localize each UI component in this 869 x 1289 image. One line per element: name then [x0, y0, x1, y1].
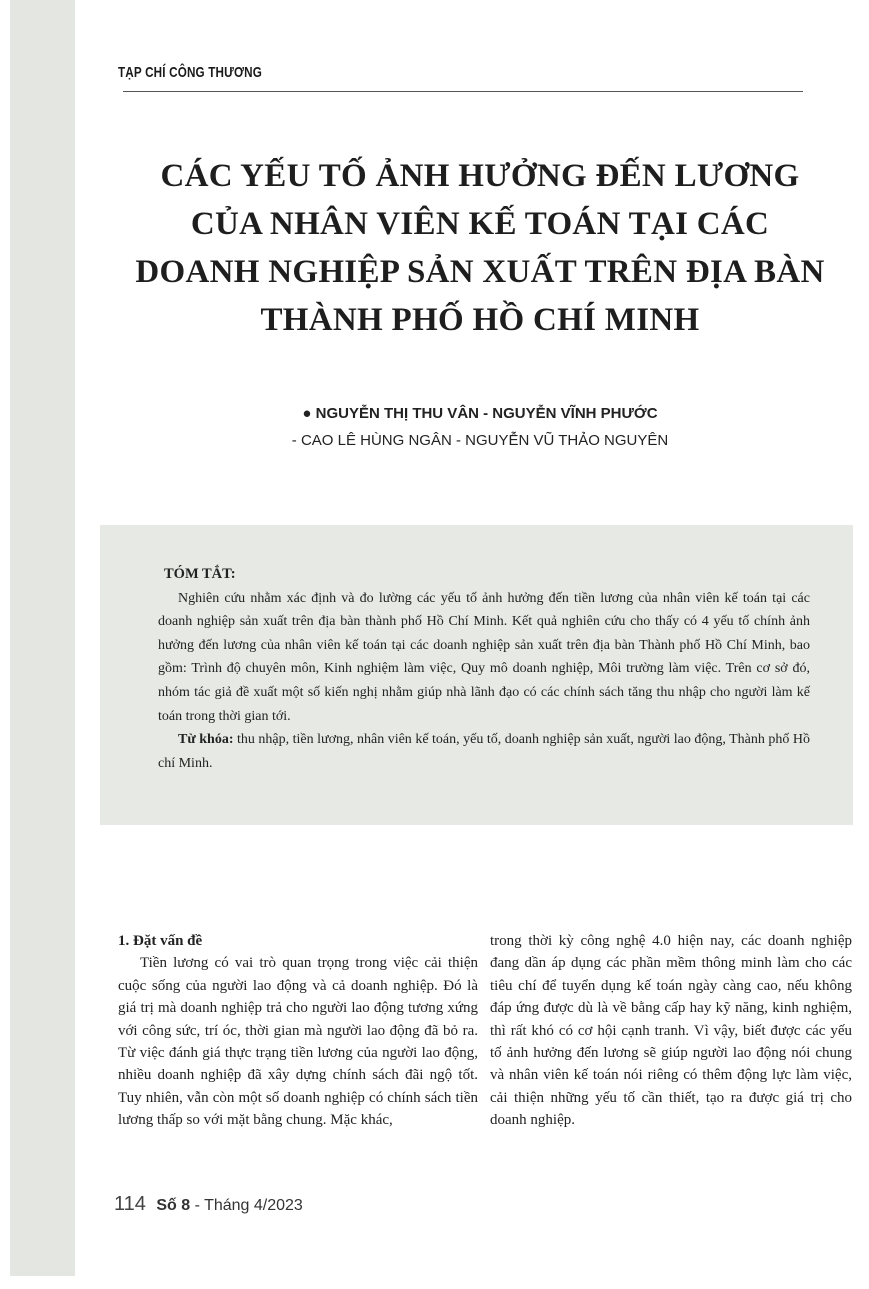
- issue-number: Số 8: [156, 1197, 191, 1214]
- keywords: [158, 728, 810, 775]
- issue-date: - Tháng 4/2023: [194, 1197, 303, 1214]
- page-footer: [114, 1193, 303, 1216]
- title-line: DOANH NGHIỆP SẢN XUẤT TRÊN ĐỊA BÀN: [135, 254, 825, 290]
- title-line: THÀNH PHỐ HỒ CHÍ MINH: [260, 302, 700, 338]
- keywords-label: Từ khóa:: [178, 732, 234, 748]
- abstract-text: Nghiên cứu nhằm xác định và đo lường các yếu tố ảnh hưởng đến tiền lương của nhân viên kế toán tại các doanh nghiệp sản xuất trên địa bàn thành phố Hồ Chí Minh. Kết quả nghiên cứu cho thấy có 4 yếu tố chính ảnh hưởng đến lương của nhân viên kế toán tại các doanh nghiệp sản xuất trên địa bàn Thành phố Hồ Chí Minh, bao gồm: Trình độ chuyên môn, Kinh nghiệm làm việc, Quy mô doanh nghiệp, Môi trường làm việc. Trên cơ sở đó, nhóm tác giả đề xuất một số kiến nghị nhằm giúp nhà lãnh đạo có các chính sách tăng thu nhập cho người làm kế toán trong thời gian tới.: [158, 590, 810, 724]
- authors-text: NGUYỄN THỊ THU VÂN - NGUYỄN VĨNH PHƯỚC: [315, 405, 658, 422]
- bullet-icon: ●: [302, 405, 312, 422]
- abstract-content: [158, 563, 810, 775]
- keywords-text: thu nhập, tiền lương, nhân viên kế toán, yếu tố, doanh nghiệp sản xuất, người lao động, Thành phố Hồ chí Minh.: [158, 732, 810, 771]
- abstract-heading: TÓM TẮT:: [164, 566, 236, 582]
- body-paragraph: Tiền lương có vai trò quan trọng trong việc cải thiện cuộc sống của người lao động và cả doanh nghiệp. Đó là giá trị mà doanh nghiệp trả cho người lao động tương xứng với công sức, trí óc, thời gian mà người lao động đã bỏ ra. Từ việc đánh giá thực trạng tiền lương của người lao động, nhiều doanh nghiệp đã xây dựng chính sách đãi ngộ tốt. Tuy nhiên, vẫn còn một số doanh nghiệp có chính sách tiền lương thấp so với mặt bằng chung. Mặc khác,: [118, 955, 478, 1129]
- article-title: [100, 152, 860, 344]
- header-rule: [123, 91, 803, 92]
- body-column-right: [490, 930, 852, 1132]
- title-line: CÁC YẾU TỐ ẢNH HƯỞNG ĐẾN LƯƠNG: [160, 158, 800, 194]
- author-list: [200, 400, 760, 454]
- authors-line-2: - CAO LÊ HÙNG NGÂN - NGUYỄN VŨ THẢO NGUYÊN: [291, 432, 669, 449]
- side-decorative-bar: [10, 0, 75, 1276]
- page-number: 114: [114, 1193, 146, 1215]
- title-line: CỦA NHÂN VIÊN KẾ TOÁN TẠI CÁC: [190, 206, 770, 242]
- section-heading: 1. Đặt vấn đề: [118, 933, 203, 949]
- authors-line-1: [200, 400, 760, 427]
- abstract-box: [100, 525, 853, 825]
- body-paragraph: trong thời kỳ công nghệ 4.0 hiện nay, các doanh nghiệp đang dần áp dụng các phần mềm thông minh làm cho các tiêu chí để tuyển dụng kế toán ngày càng cao, nếu không đáp ứng được dù là về bằng cấp hay kỹ năng, kinh nghiệm, thì rất khó có cơ hội cạnh tranh. Vì vậy, biết được các yếu tố ảnh hưởng đến lương sẽ giúp người lao động nói chung và nhân viên kế toán nói riêng có thêm động lực làm việc, cải thiện những yếu tố cần thiết, tạo ra được giá trị cho doanh nghiệp.: [490, 933, 852, 1129]
- journal-name: TẠP CHÍ CÔNG THƯƠNG: [118, 64, 262, 81]
- body-column-left: [118, 930, 478, 1132]
